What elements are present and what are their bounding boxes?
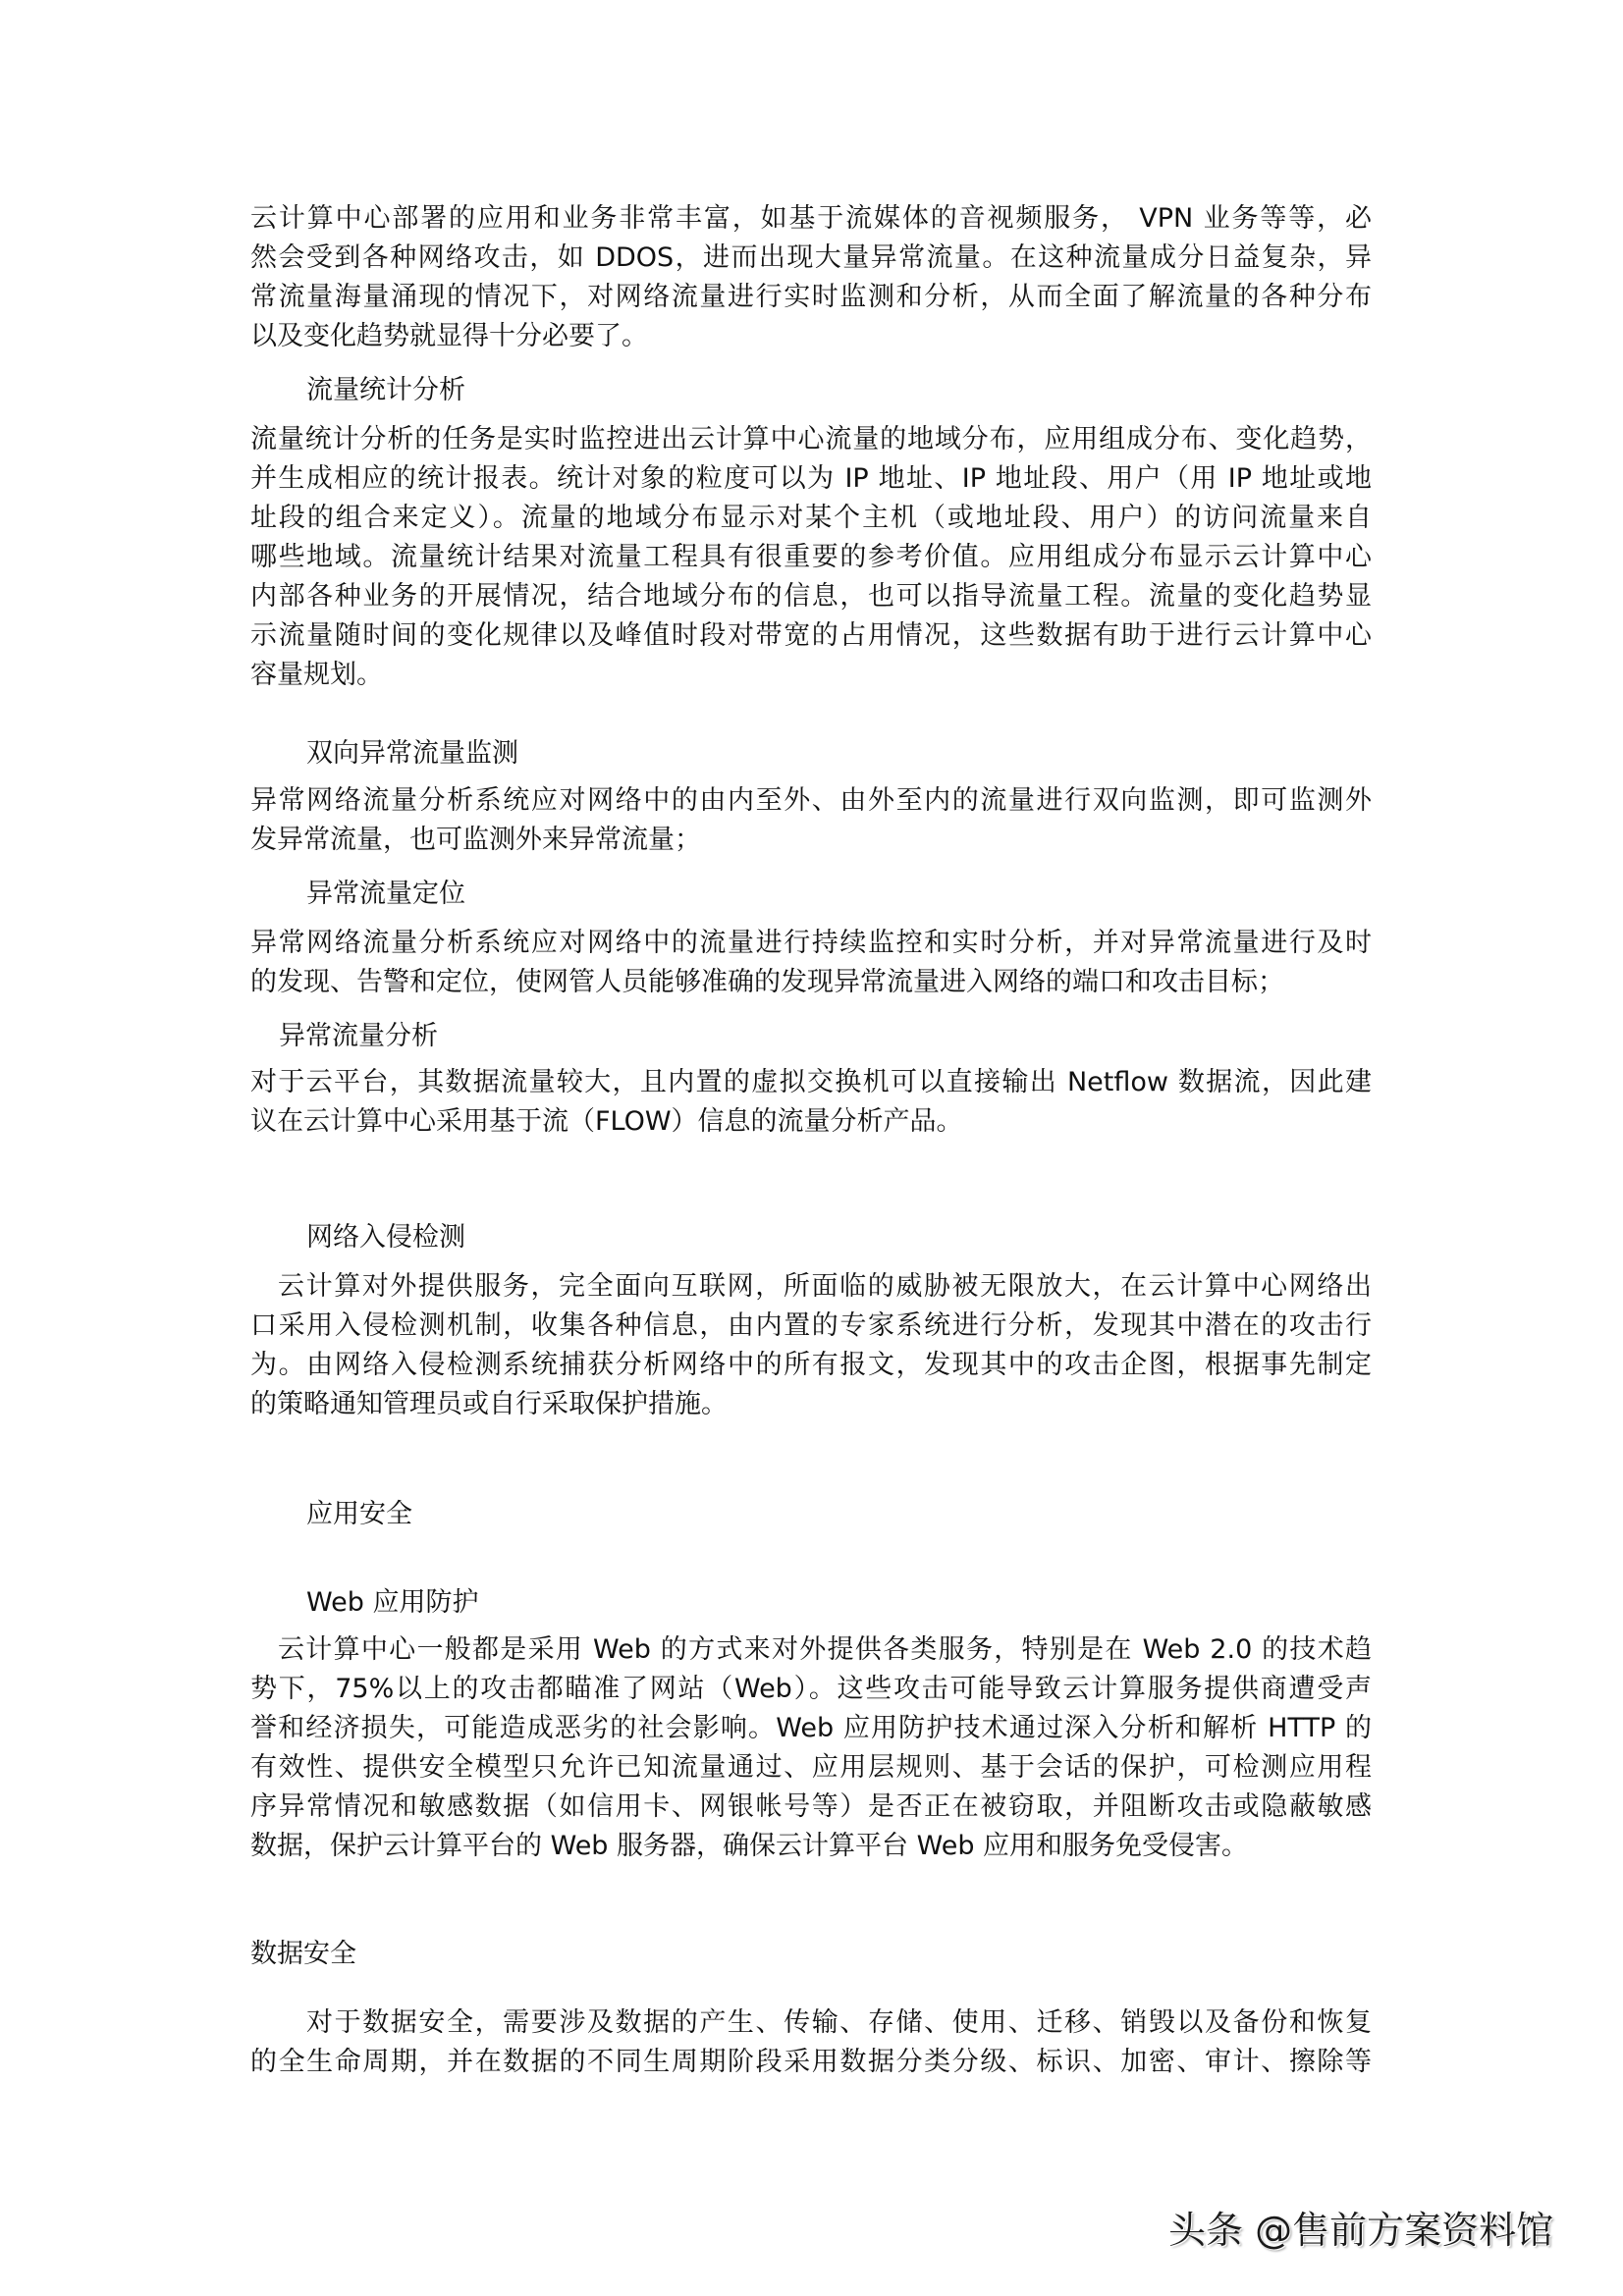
paragraph-line: 序异常情况和敏感数据（如信用卡、网银帐号等）是否正在被窃取，并阻断攻击或隐蔽敏感 — [250, 1791, 1372, 1822]
paragraph-line: 势下，75%以上的攻击都瞄准了网站（Web）。这些攻击可能导致云计算服务提供商遭受声 — [250, 1674, 1372, 1704]
paragraph-line: 有效性、提供安全模型只允许已知流量通过、应用层规则、基于会话的保护，可检测应用程 — [250, 1752, 1372, 1783]
paragraph-line: 发异常流量，也可监测外来异常流量； — [250, 825, 701, 855]
paragraph-line: 议在云计算中心采用基于流（FLOW）信息的流量分析产品。 — [250, 1106, 963, 1137]
paragraph-line: 誉和经济损失，可能造成恶劣的社会影响。Web 应用防护技术通过深入分析和解析 HTTP 的 — [250, 1713, 1372, 1743]
paragraph-line: 常流量海量涌现的情况下，对网络流量进行实时监测和分析，从而全面了解流量的各种分布 — [250, 282, 1372, 312]
paragraph-line: 内部各种业务的开展情况，结合地域分布的信息，也可以指导流量工程。流量的变化趋势显 — [250, 581, 1372, 612]
paragraph-line: 云计算中心一般都是采用 Web 的方式来对外提供各类服务，特别是在 Web 2.0 的技术趋 — [278, 1634, 1372, 1665]
section-heading-anomaly-analysis: 异常流量分析 — [279, 1021, 438, 1051]
paragraph-line: 以及变化趋势就显得十分必要了。 — [250, 321, 648, 351]
section-heading-app-security: 应用安全 — [306, 1499, 412, 1529]
paragraph-line: 并生成相应的统计报表。统计对象的粒度可以为 IP 地址、IP 地址段、用户（用 IP 地址或地 — [250, 463, 1372, 494]
paragraph-line: 异常网络流量分析系统应对网络中的流量进行持续监控和实时分析，并对异常流量进行及时 — [250, 928, 1372, 958]
section-heading-web-protection: Web 应用防护 — [306, 1587, 479, 1618]
watermark-text: 头条 @售前方案资料馆 — [1168, 2209, 1554, 2252]
paragraph-line: 云计算中心部署的应用和业务非常丰富，如基于流媒体的音视频服务， VPN 业务等等，必 — [250, 203, 1372, 234]
section-heading-intrusion-detection: 网络入侵检测 — [306, 1222, 465, 1253]
section-heading-data-security: 数据安全 — [250, 1939, 356, 1969]
section-heading-bidirectional-monitoring: 双向异常流量监测 — [306, 738, 518, 769]
paragraph-line: 的全生命周期，并在数据的不同生周期阶段采用数据分类分级、标识、加密、审计、擦除等 — [250, 2047, 1372, 2077]
paragraph-line: 容量规划。 — [250, 660, 383, 690]
paragraph-line: 示流量随时间的变化规律以及峰值时段对带宽的占用情况，这些数据有助于进行云计算中心 — [250, 620, 1372, 651]
paragraph-line: 的策略通知管理员或自行采取保护措施。 — [250, 1389, 728, 1419]
paragraph-line: 对于数据安全，需要涉及数据的产生、传输、存储、使用、迁移、销毁以及备份和恢复 — [306, 2007, 1372, 2038]
paragraph-line: 为。由网络入侵检测系统捕获分析网络中的所有报文，发现其中的攻击企图，根据事先制定 — [250, 1350, 1372, 1380]
section-heading-traffic-stats: 流量统计分析 — [306, 375, 465, 405]
paragraph-line: 数据，保护云计算平台的 Web 服务器，确保云计算平台 Web 应用和服务免受侵害。 — [250, 1831, 1249, 1861]
section-heading-anomaly-location: 异常流量定位 — [306, 879, 465, 909]
paragraph-line: 异常网络流量分析系统应对网络中的由内至外、由外至内的流量进行双向监测，即可监测外 — [250, 785, 1372, 816]
paragraph-line: 对于云平台，其数据流量较大，且内置的虚拟交换机可以直接输出 Netflow 数据流，因此建 — [250, 1067, 1372, 1097]
paragraph-line: 址段的组合来定义）。流量的地域分布显示对某个主机（或地址段、用户）的访问流量来自 — [250, 503, 1372, 533]
paragraph-line: 哪些地域。流量统计结果对流量工程具有很重要的参考价值。应用组成分布显示云计算中心 — [250, 542, 1372, 572]
paragraph-line: 然会受到各种网络攻击，如 DDOS，进而出现大量异常流量。在这种流量成分日益复杂，异 — [250, 242, 1372, 273]
paragraph-line: 流量统计分析的任务是实时监控进出云计算中心流量的地域分布，应用组成分布、变化趋势， — [250, 424, 1372, 454]
paragraph-line: 云计算对外提供服务，完全面向互联网，所面临的威胁被无限放大，在云计算中心网络出 — [278, 1271, 1372, 1302]
paragraph-line: 口采用入侵检测机制，收集各种信息，由内置的专家系统进行分析，发现其中潜在的攻击行 — [250, 1310, 1372, 1341]
paragraph-line: 的发现、告警和定位，使网管人员能够准确的发现异常流量进入网络的端口和攻击目标； — [250, 967, 1284, 997]
